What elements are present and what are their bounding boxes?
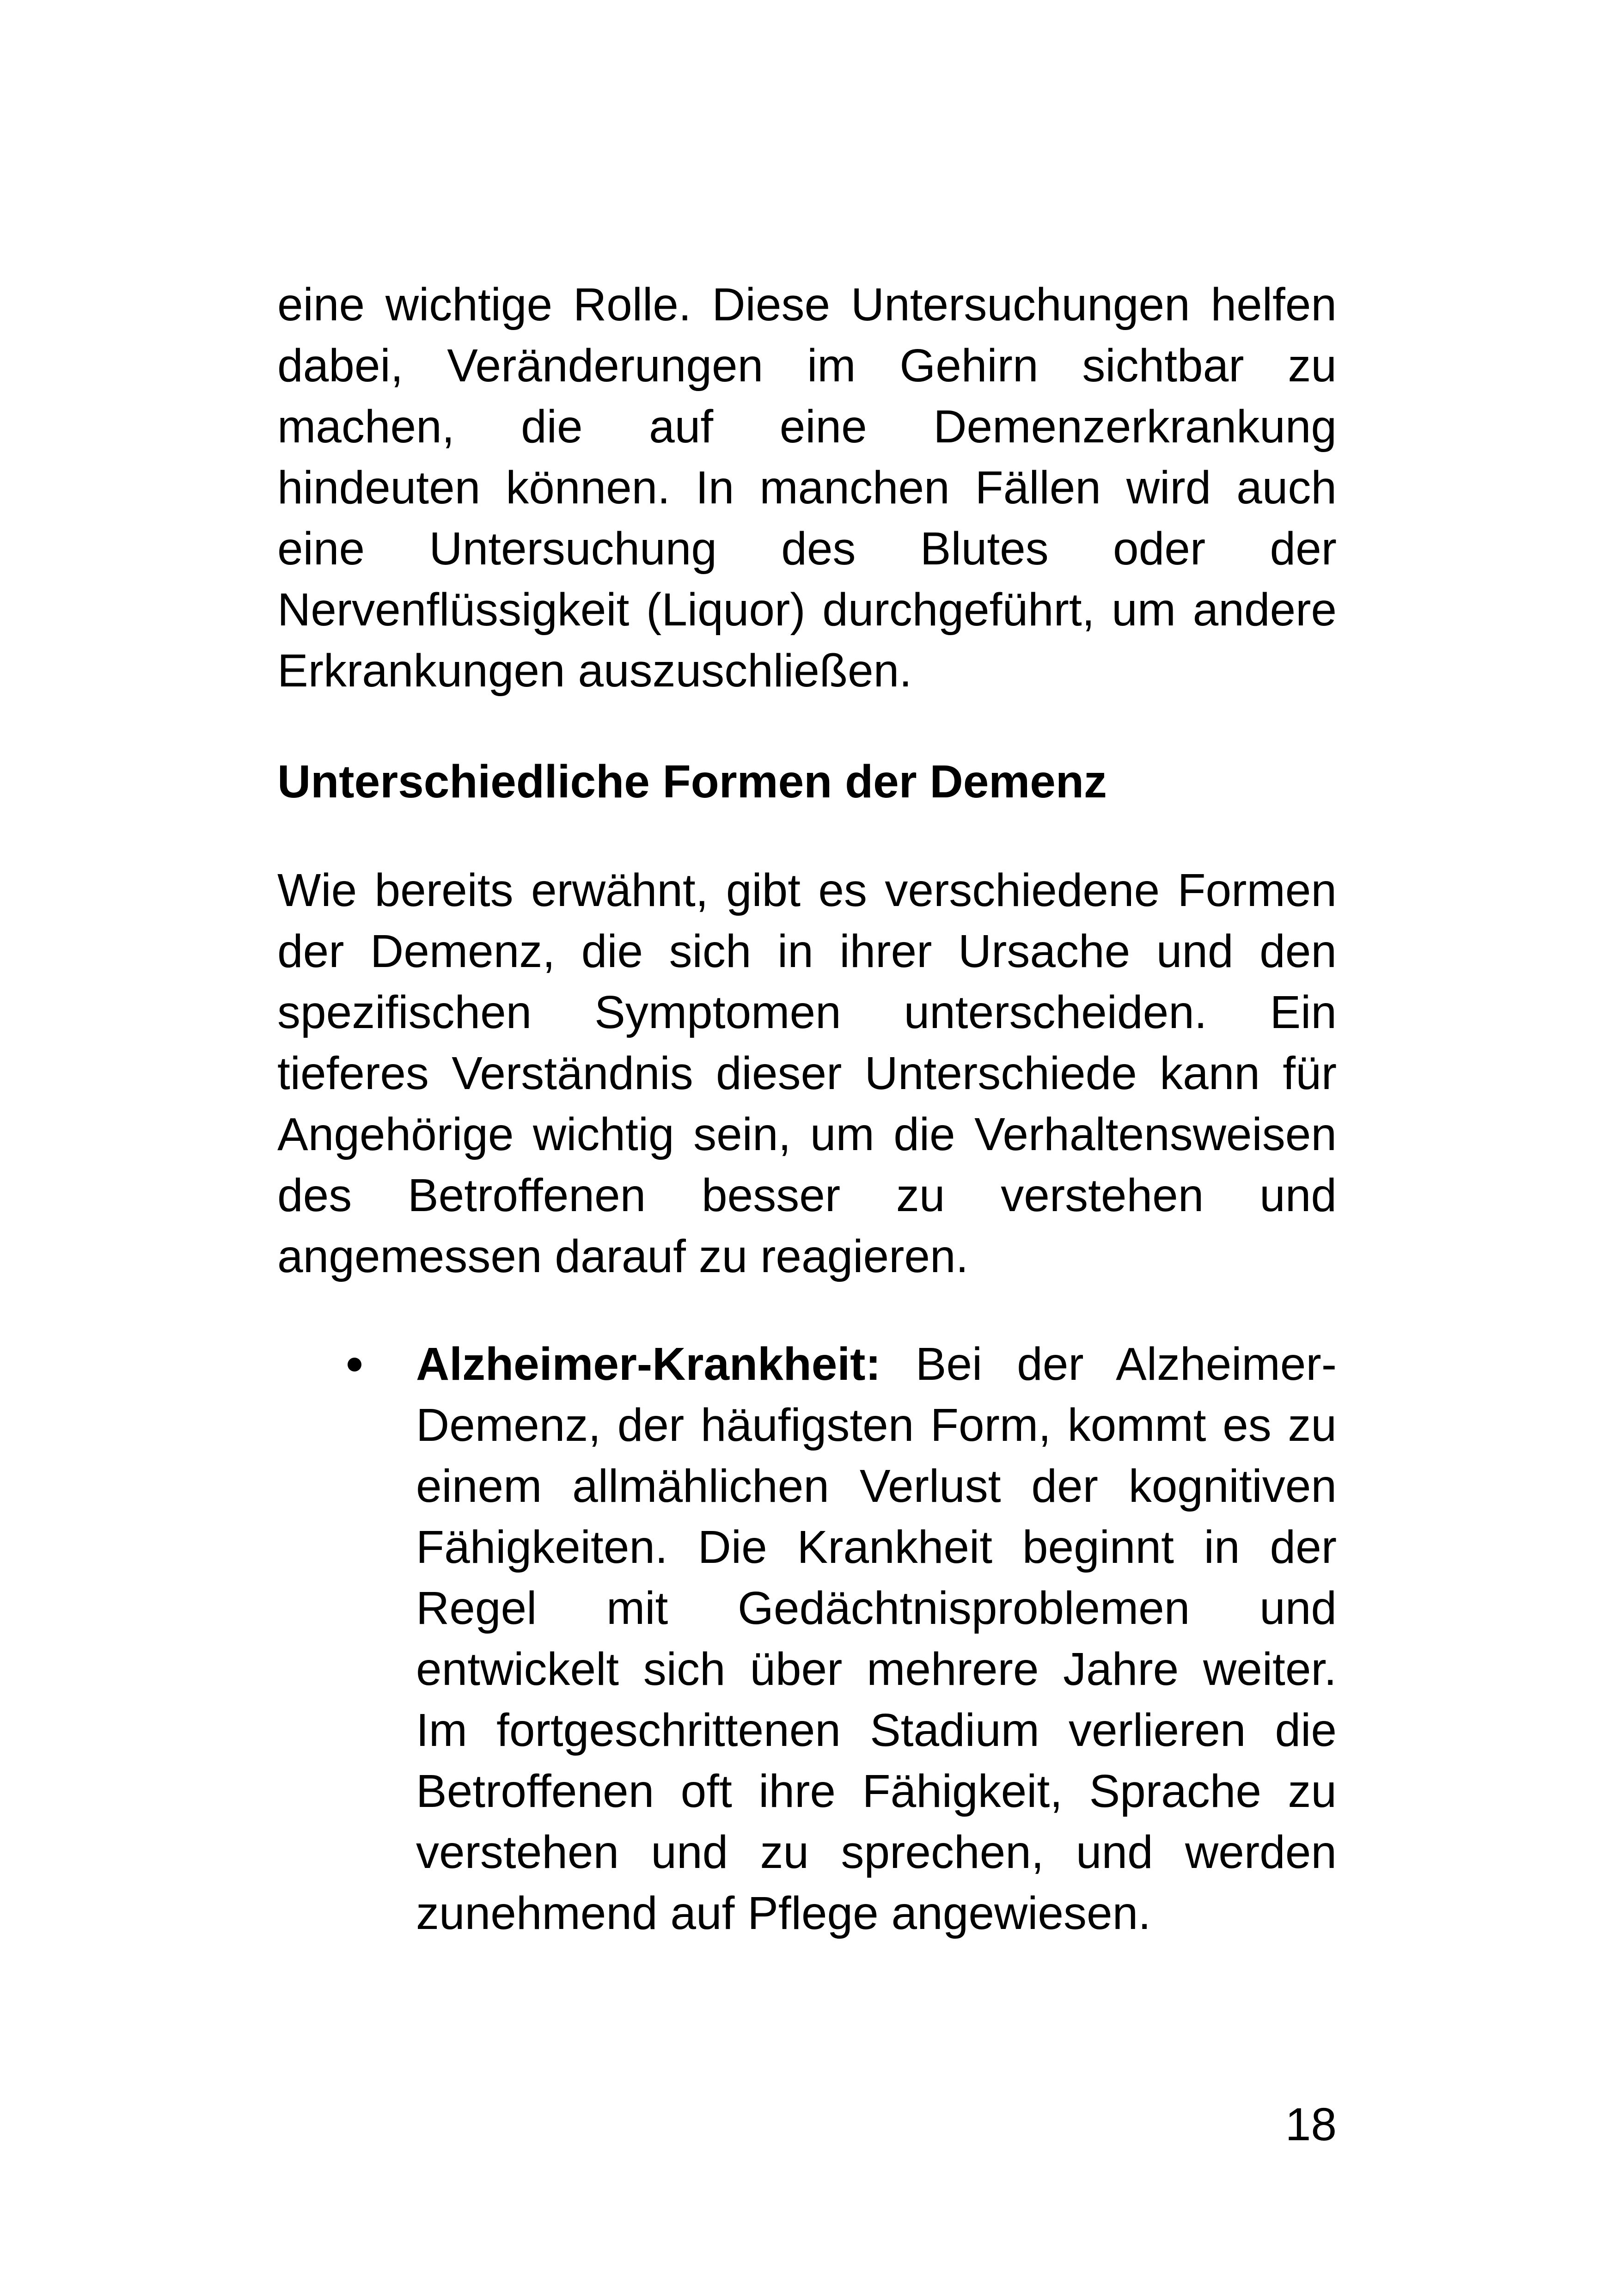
bullet-term: Alzheimer-Krankheit: bbox=[416, 1338, 916, 1390]
list-item bbox=[277, 1334, 1337, 1944]
page-number: 18 bbox=[1285, 2099, 1337, 2150]
section-heading: Unterschiedliche Formen der Demenz bbox=[277, 756, 1107, 808]
bullet-text: Bei der Alzheimer-Demenz, der häufigsten Form, kommt es zu einem allmählichen Verlust der kognitiven Fähigkeiten. Die Krankheit beginnt in der Regel mit Gedächtnisproblemen und entwickelt sich über mehrere Jahre weiter. Im fortgeschrittenen Stadium verlieren die Betroffenen oft ihre Fähigkeit, Sprache zu verstehen und zu sprechen, und werden zunehmend auf Pflege angewiesen. bbox=[416, 1338, 1337, 1939]
bullet-icon bbox=[348, 1358, 361, 1371]
bullet-list bbox=[277, 1334, 1337, 1944]
section-paragraph: Wie bereits erwähnt, gibt es verschiedene Formen der Demenz, die sich in ihrer Ursache und den spezifischen Symptomen unterscheiden. Ein tieferes Verständnis dieser Unterschiede kann für Angehörige wichtig sein, um die Verhaltensweisen des Betroffenen besser zu verstehen und angemessen darauf zu reagieren. bbox=[277, 864, 1337, 1282]
intro-paragraph: eine wichtige Rolle. Diese Untersuchungen helfen dabei, Veränderungen im Gehirn sichtbar zu machen, die auf eine Demenzerkrankung hindeuten können. In manchen Fällen wird auch eine Untersuchung des Blutes oder der Nervenflüssigkeit (Liquor) durchgeführt, um andere Erkrankungen auszuschließen. bbox=[277, 279, 1337, 697]
